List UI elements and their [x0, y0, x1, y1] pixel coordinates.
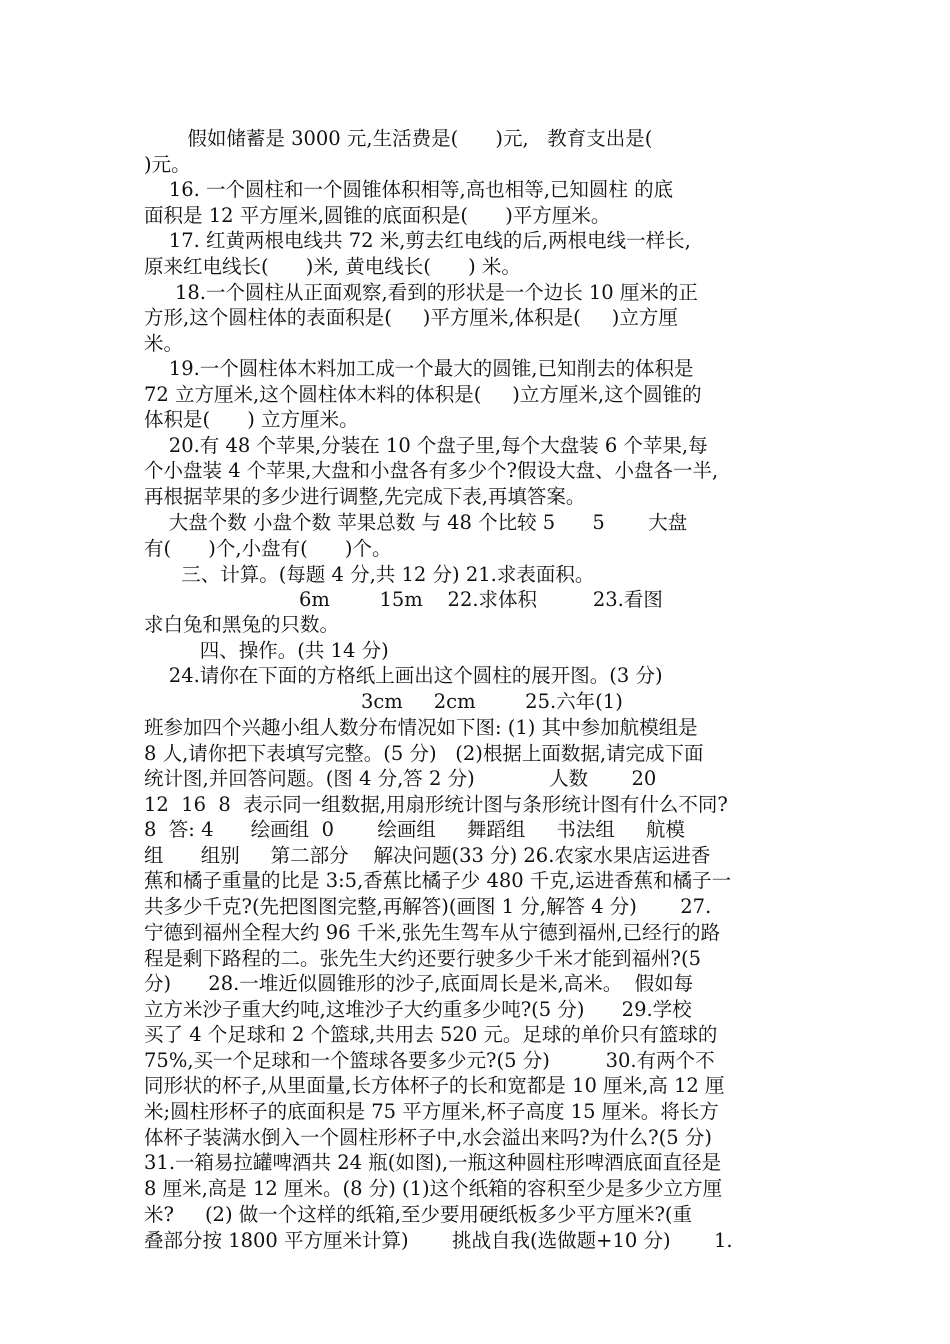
text-line: 方形,这个圆柱体的表面积是( )平方厘米,体积是( )立方厘: [144, 306, 678, 329]
text-line: 8 厘米,高是 12 厘米。(8 分) (1)这个纸箱的容积至少是多少立方厘: [144, 1177, 723, 1200]
text-line: 体积是( ) 立方厘米。: [144, 408, 359, 431]
text-line: 体杯子装满水倒入一个圆柱形杯子中,水会溢出来吗?为什么?(5 分): [144, 1126, 712, 1149]
text-line: 三、计算。(每题 4 分,共 12 分) 21.求表面积。: [144, 563, 595, 586]
text-line: 同形状的杯子,从里面量,长方体杯子的长和宽都是 10 厘米,高 12 厘: [144, 1074, 725, 1097]
text-line: 8 答: 4 绘画组 0 绘画组 舞蹈组 书法组 航模: [144, 818, 685, 841]
text-line: 面积是 12 平方厘米,圆锥的底面积是( )平方厘米。: [144, 204, 611, 227]
text-line: 四、操作。(共 14 分): [144, 639, 389, 662]
text-line: 6m 15m 22.求体积 23.看图: [144, 588, 663, 611]
text-line: 大盘个数 小盘个数 苹果总数 与 48 个比较 5 5 大盘: [144, 511, 688, 534]
text-line: 求白兔和黑兔的只数。: [144, 613, 340, 636]
text-line: 米;圆柱形杯子的底面积是 75 平方厘米,杯子高度 15 厘米。将长方: [144, 1100, 719, 1123]
text-line: 买了 4 个足球和 2 个篮球,共用去 520 元。足球的单价只有篮球的: [144, 1023, 718, 1046]
text-line: 立方米沙子重大约吨,这堆沙子大约重多少吨?(5 分) 29.学校: [144, 998, 692, 1021]
text-line: 假如储蓄是 3000 元,生活费是( )元, 教育支出是(: [144, 127, 653, 150]
text-line: 程是剩下路程的二。张先生大约还要行驶多少千米才能到福州?(5: [144, 947, 701, 970]
text-line: )元。: [144, 153, 191, 176]
text-line: 米。: [144, 332, 184, 355]
text-line: 共多少千克?(先把图图完整,再解答)(画图 1 分,解答 4 分) 27.: [144, 895, 712, 918]
text-line: 12 16 8 表示同一组数据,用扇形统计图与条形统计图有什么不同?: [144, 793, 728, 816]
text-line: 米? (2) 做一个这样的纸箱,至少要用硬纸板多少平方厘米?(重: [144, 1203, 693, 1226]
text-line: 72 立方厘米,这个圆柱体木料的体积是( )立方厘米,这个圆锥的: [144, 383, 702, 406]
text-line: 叠部分按 1800 平方厘米计算) 挑战自我(选做题+10 分) 1.: [144, 1229, 733, 1252]
text-line: 有( )个,小盘有( )个。: [144, 537, 392, 560]
text-line: 分) 28.一堆近似圆锥形的沙子,底面周长是米,高米。 假如每: [144, 972, 694, 995]
text-line: 8 人,请你把下表填写完整。(5 分) (2)根据上面数据,请完成下面: [144, 742, 704, 765]
text-line: 17. 红黄两根电线共 72 米,剪去红电线的后,两根电线一样长,: [144, 229, 691, 252]
text-line: 组 组别 第二部分 解决问题(33 分) 26.农家水果店运进香: [144, 844, 711, 867]
text-line: 18.一个圆柱从正面观察,看到的形状是一个边长 10 厘米的正: [144, 281, 698, 304]
text-line: 19.一个圆柱体木料加工成一个最大的圆锥,已知削去的体积是: [144, 357, 694, 380]
text-line: 统计图,并回答问题。(图 4 分,答 2 分) 人数 20: [144, 767, 657, 790]
text-line: 宁德到福州全程大约 96 千米,张先生驾车从宁德到福州,已经行的路: [144, 921, 721, 944]
text-line: 3cm 2cm 25.六年(1): [144, 690, 623, 713]
text-line: 班参加四个兴趣小组人数分布情况如下图: (1) 其中参加航模组是: [144, 716, 698, 739]
text-line: 蕉和橘子重量的比是 3:5,香蕉比橘子少 480 千克,运进香蕉和橘子一: [144, 869, 732, 892]
text-line: 31.一箱易拉罐啤酒共 24 瓶(如图),一瓶这种圆柱形啤酒底面直径是: [144, 1151, 722, 1174]
text-line: 16. 一个圆柱和一个圆锥体积相等,高也相等,已知圆柱 的底: [144, 178, 674, 201]
text-line: 再根据苹果的多少进行调整,先完成下表,再填答案。: [144, 485, 586, 508]
text-line: 个小盘装 4 个苹果,大盘和小盘各有多少个?假设大盘、小盘各一半,: [144, 459, 719, 482]
text-line: 24.请你在下面的方格纸上画出这个圆柱的展开图。(3 分): [144, 664, 663, 687]
text-line: 原来红电线长( )米, 黄电线长( ) 米。: [144, 255, 521, 278]
text-line: 20.有 48 个苹果,分装在 10 个盘子里,每个大盘装 6 个苹果,每: [144, 434, 708, 457]
text-line: 75%,买一个足球和一个篮球各要多少元?(5 分) 30.有两个不: [144, 1049, 715, 1072]
